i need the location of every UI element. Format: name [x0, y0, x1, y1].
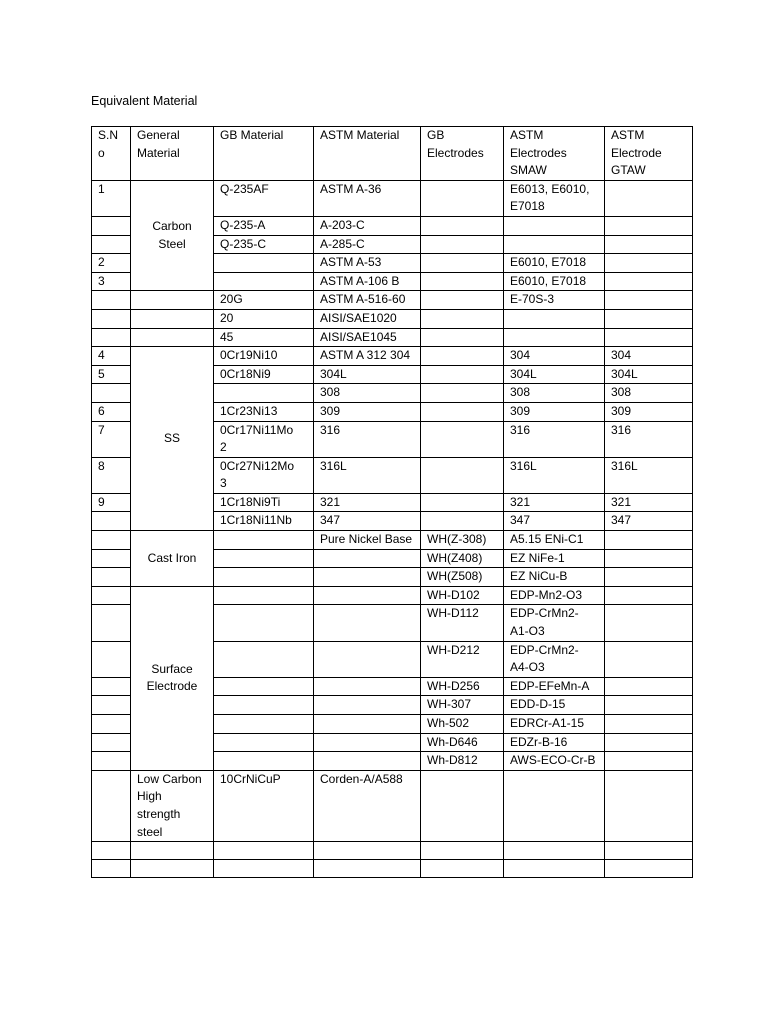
cell-smaw: EDP-CrMn2- A4-O3	[504, 641, 605, 677]
table-row	[92, 531, 693, 550]
cell-gb	[214, 842, 314, 860]
cell-gb-electrode: WH-D256	[421, 677, 504, 696]
cell-sno	[92, 568, 131, 587]
header-general-material: General Material	[131, 127, 214, 181]
cell-gb: Q-235-A	[214, 216, 314, 235]
cell-astm: 304L	[314, 365, 421, 384]
cell-smaw	[504, 770, 605, 841]
cell-gb	[214, 677, 314, 696]
cell-astm	[314, 605, 421, 641]
cell-astm: AISI/SAE1020	[314, 309, 421, 328]
cell-gtaw: 321	[605, 493, 693, 512]
cell-sno	[92, 860, 131, 878]
cell-sno: 8	[92, 457, 131, 493]
cell-gb	[214, 272, 314, 291]
cell-astm	[314, 641, 421, 677]
cell-astm: 347	[314, 512, 421, 531]
cell-material	[131, 842, 214, 860]
cell-sno: 7	[92, 421, 131, 457]
cell-astm: 309	[314, 402, 421, 421]
cell-material	[131, 291, 214, 310]
cell-sno	[92, 605, 131, 641]
cell-sno	[92, 291, 131, 310]
cell-sno: 2	[92, 254, 131, 273]
cell-gtaw	[605, 180, 693, 216]
cell-gb	[214, 384, 314, 403]
cell-gtaw: 347	[605, 512, 693, 531]
cell-gtaw	[605, 531, 693, 550]
cell-gtaw	[605, 641, 693, 677]
cell-gb-electrode: Wh-502	[421, 715, 504, 734]
cell-gb-electrode: WH(Z508)	[421, 568, 504, 587]
cell-gb	[214, 696, 314, 715]
table-row	[92, 328, 693, 347]
cell-sno	[92, 842, 131, 860]
cell-astm	[314, 696, 421, 715]
cell-smaw	[504, 860, 605, 878]
table-row	[92, 770, 693, 841]
cell-smaw: A5.15 ENi-C1	[504, 531, 605, 550]
cell-sno	[92, 770, 131, 841]
cell-gb-electrode	[421, 770, 504, 841]
cell-gb: Q-235-C	[214, 235, 314, 254]
table-row	[92, 842, 693, 860]
cell-sno: 4	[92, 347, 131, 366]
cell-astm	[314, 842, 421, 860]
cell-astm: 321	[314, 493, 421, 512]
cell-astm: 316L	[314, 457, 421, 493]
cell-smaw	[504, 235, 605, 254]
cell-astm: ASTM A-53	[314, 254, 421, 273]
cell-smaw: 316L	[504, 457, 605, 493]
cell-astm	[314, 860, 421, 878]
cell-sno	[92, 235, 131, 254]
cell-astm	[314, 715, 421, 734]
cell-sno: 5	[92, 365, 131, 384]
cell-gb-electrode	[421, 457, 504, 493]
cell-astm: ASTM A-36	[314, 180, 421, 216]
cell-material	[131, 860, 214, 878]
cell-smaw: EDZr-B-16	[504, 733, 605, 752]
cell-smaw	[504, 842, 605, 860]
cell-gtaw	[605, 328, 693, 347]
cell-gb: 0Cr17Ni11Mo 2	[214, 421, 314, 457]
cell-gb-electrode	[421, 309, 504, 328]
cell-smaw: E-70S-3	[504, 291, 605, 310]
cell-gb-electrode	[421, 272, 504, 291]
cell-gb	[214, 568, 314, 587]
cell-sno	[92, 384, 131, 403]
cell-gb-electrode	[421, 402, 504, 421]
cell-smaw: E6010, E7018	[504, 254, 605, 273]
material-ss: SS	[131, 347, 214, 531]
header-astm-electrode-gtaw: ASTM Electrode GTAW	[605, 127, 693, 181]
cell-gtaw	[605, 254, 693, 273]
cell-smaw: E6010, E7018	[504, 272, 605, 291]
table-row	[92, 291, 693, 310]
cell-smaw: EDD-D-15	[504, 696, 605, 715]
cell-gb	[214, 715, 314, 734]
cell-astm: 308	[314, 384, 421, 403]
cell-sno	[92, 677, 131, 696]
cell-sno: 3	[92, 272, 131, 291]
cell-gb: 20G	[214, 291, 314, 310]
cell-gtaw: 304L	[605, 365, 693, 384]
cell-sno	[92, 641, 131, 677]
cell-sno	[92, 752, 131, 771]
cell-gb-electrode	[421, 493, 504, 512]
cell-gtaw	[605, 842, 693, 860]
cell-gtaw	[605, 272, 693, 291]
cell-gtaw	[605, 733, 693, 752]
material-cast-iron: Cast Iron	[131, 531, 214, 587]
cell-gtaw	[605, 216, 693, 235]
table-row	[92, 860, 693, 878]
cell-sno	[92, 216, 131, 235]
cell-gtaw	[605, 677, 693, 696]
cell-gb: 0Cr27Ni12Mo 3	[214, 457, 314, 493]
cell-material	[131, 328, 214, 347]
cell-gb: 0Cr18Ni9	[214, 365, 314, 384]
cell-gb	[214, 531, 314, 550]
cell-astm	[314, 586, 421, 605]
cell-astm	[314, 549, 421, 568]
cell-astm: AISI/SAE1045	[314, 328, 421, 347]
cell-gtaw	[605, 549, 693, 568]
cell-smaw: EDP-EFeMn-A	[504, 677, 605, 696]
cell-smaw	[504, 309, 605, 328]
cell-gb	[214, 605, 314, 641]
cell-sno	[92, 733, 131, 752]
page-title: Equivalent Material	[91, 94, 198, 108]
cell-astm: Pure Nickel Base	[314, 531, 421, 550]
cell-material	[131, 309, 214, 328]
cell-gtaw	[605, 860, 693, 878]
cell-smaw: 308	[504, 384, 605, 403]
cell-gtaw: 308	[605, 384, 693, 403]
cell-gb-electrode: WH-307	[421, 696, 504, 715]
cell-gtaw: 304	[605, 347, 693, 366]
cell-smaw: EDRCr-A1-15	[504, 715, 605, 734]
cell-gtaw: 316L	[605, 457, 693, 493]
cell-gtaw	[605, 770, 693, 841]
cell-gtaw: 316	[605, 421, 693, 457]
cell-gtaw	[605, 309, 693, 328]
cell-smaw	[504, 216, 605, 235]
cell-gtaw	[605, 605, 693, 641]
cell-smaw: AWS-ECO-Cr-B	[504, 752, 605, 771]
table-row	[92, 309, 693, 328]
cell-gb-electrode	[421, 235, 504, 254]
cell-smaw: 347	[504, 512, 605, 531]
table-header-row	[92, 127, 693, 181]
cell-smaw: E6013, E6010, E7018	[504, 180, 605, 216]
cell-sno	[92, 512, 131, 531]
cell-gb	[214, 752, 314, 771]
cell-sno	[92, 309, 131, 328]
cell-smaw: EDP-CrMn2- A1-O3	[504, 605, 605, 641]
cell-sno	[92, 696, 131, 715]
cell-gb-electrode	[421, 291, 504, 310]
cell-gtaw	[605, 586, 693, 605]
cell-sno	[92, 531, 131, 550]
cell-gb	[214, 733, 314, 752]
cell-gtaw: 309	[605, 402, 693, 421]
cell-gb-electrode: WH-D112	[421, 605, 504, 641]
cell-gtaw	[605, 568, 693, 587]
cell-astm: ASTM A-516-60	[314, 291, 421, 310]
cell-gb: 10CrNiCuP	[214, 770, 314, 841]
cell-gb-electrode: WH-D102	[421, 586, 504, 605]
cell-gb-electrode	[421, 254, 504, 273]
cell-astm: Corden-A/A588	[314, 770, 421, 841]
cell-gb: 45	[214, 328, 314, 347]
cell-gb-electrode	[421, 842, 504, 860]
cell-gb-electrode	[421, 860, 504, 878]
cell-gtaw	[605, 715, 693, 734]
cell-astm	[314, 733, 421, 752]
cell-sno	[92, 328, 131, 347]
cell-gb: 0Cr19Ni10	[214, 347, 314, 366]
table-row	[92, 586, 693, 605]
cell-smaw: 321	[504, 493, 605, 512]
cell-smaw: 316	[504, 421, 605, 457]
cell-gb	[214, 549, 314, 568]
cell-smaw: EDP-Mn2-O3	[504, 586, 605, 605]
cell-gb-electrode	[421, 216, 504, 235]
cell-sno	[92, 586, 131, 605]
material-carbon-steel: Carbon Steel	[131, 180, 214, 291]
cell-sno	[92, 715, 131, 734]
cell-gb-electrode	[421, 347, 504, 366]
cell-gb-electrode	[421, 384, 504, 403]
cell-smaw: EZ NiFe-1	[504, 549, 605, 568]
cell-sno: 9	[92, 493, 131, 512]
cell-gtaw	[605, 291, 693, 310]
cell-gb-electrode	[421, 180, 504, 216]
cell-gb-electrode: WH(Z-308)	[421, 531, 504, 550]
cell-gb-electrode	[421, 512, 504, 531]
cell-gb	[214, 586, 314, 605]
cell-smaw: EZ NiCu-B	[504, 568, 605, 587]
cell-gb: Q-235AF	[214, 180, 314, 216]
table-row	[92, 347, 693, 366]
cell-gb	[214, 254, 314, 273]
cell-gb-electrode: WH(Z408)	[421, 549, 504, 568]
cell-gtaw	[605, 696, 693, 715]
cell-gtaw	[605, 235, 693, 254]
cell-sno	[92, 549, 131, 568]
cell-gb: 1Cr18Ni9Ti	[214, 493, 314, 512]
equivalent-material-table	[91, 126, 693, 878]
cell-gb-electrode	[421, 328, 504, 347]
cell-gb: 1Cr23Ni13	[214, 402, 314, 421]
cell-astm: A-285-C	[314, 235, 421, 254]
cell-astm: ASTM A-106 B	[314, 272, 421, 291]
header-gb-electrodes: GB Electrodes	[421, 127, 504, 181]
cell-gb-electrode	[421, 365, 504, 384]
cell-sno: 1	[92, 180, 131, 216]
cell-gb	[214, 860, 314, 878]
cell-gb: 1Cr18Ni11Nb	[214, 512, 314, 531]
cell-astm: A-203-C	[314, 216, 421, 235]
cell-gtaw	[605, 752, 693, 771]
cell-gb: 20	[214, 309, 314, 328]
cell-astm: 316	[314, 421, 421, 457]
material-low-carbon-steel: Low Carbon High strength steel	[131, 770, 214, 841]
cell-smaw: 304L	[504, 365, 605, 384]
header-gb-material: GB Material	[214, 127, 314, 181]
cell-astm	[314, 677, 421, 696]
header-sno: S.N o	[92, 127, 131, 181]
cell-smaw: 304	[504, 347, 605, 366]
cell-smaw	[504, 328, 605, 347]
cell-gb-electrode: Wh-D646	[421, 733, 504, 752]
cell-gb-electrode	[421, 421, 504, 457]
cell-sno: 6	[92, 402, 131, 421]
cell-gb	[214, 641, 314, 677]
material-surface-electrode: Surface Electrode	[131, 586, 214, 770]
cell-astm	[314, 752, 421, 771]
cell-gb-electrode: Wh-D812	[421, 752, 504, 771]
header-astm-material: ASTM Material	[314, 127, 421, 181]
cell-astm: ASTM A 312 304	[314, 347, 421, 366]
cell-smaw: 309	[504, 402, 605, 421]
table-row	[92, 180, 693, 216]
cell-astm	[314, 568, 421, 587]
header-astm-electrodes-smaw: ASTM Electrodes SMAW	[504, 127, 605, 181]
cell-gb-electrode: WH-D212	[421, 641, 504, 677]
